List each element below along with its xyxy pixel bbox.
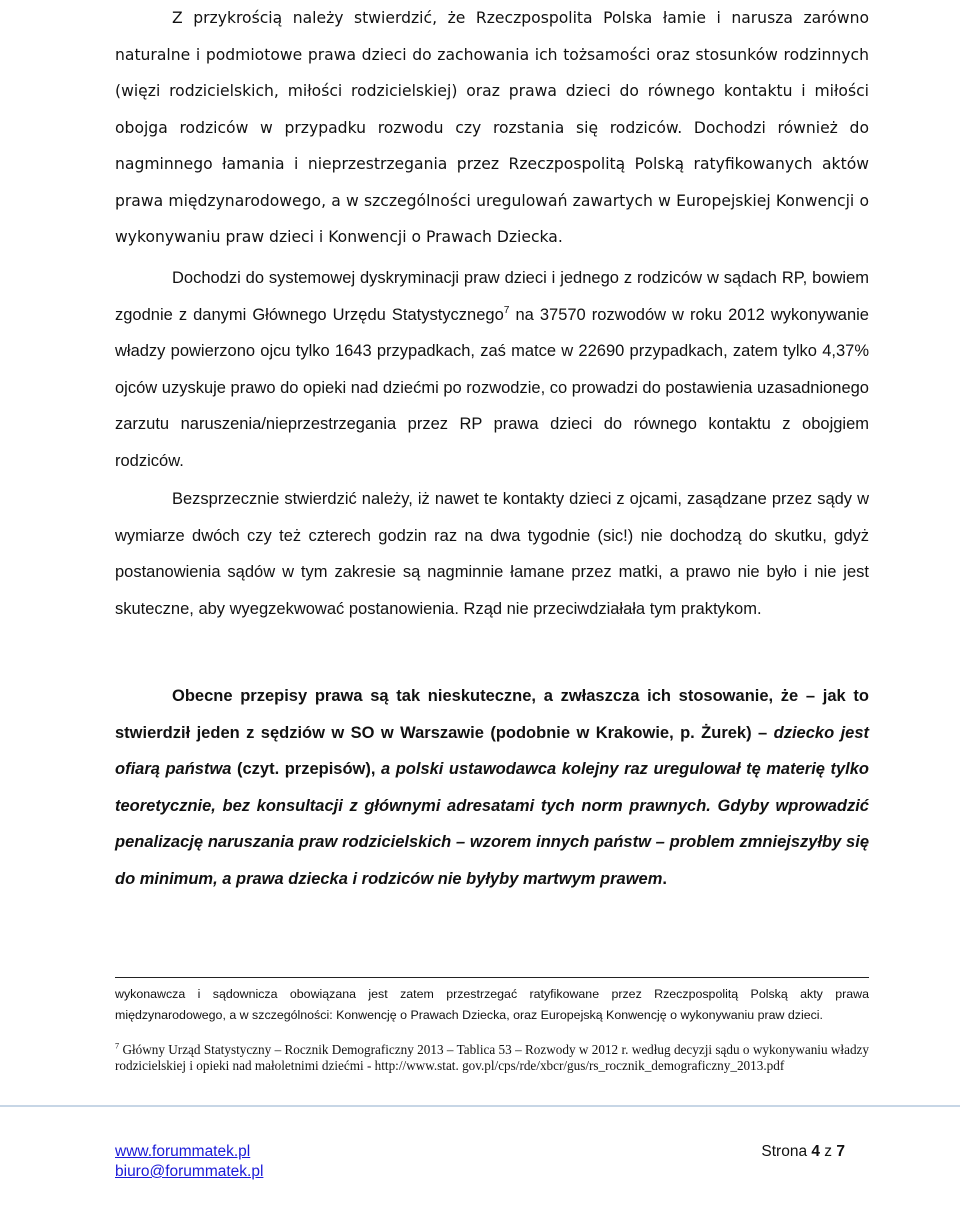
paragraph-3: Bezsprzecznie stwierdzić należy, iż nawet te kontakty dzieci z ojcami, zasądzane przez sądy w wymiarze dwóch czy też czterech godzin raz na dwa tygodnie (sic!) nie dochodzą do skutku, gdyż postanowienia sądów w tym zakresie są nagminnie łamane przez matki, a prawo nie było i nie jest skuteczne, aby wyegzekwować postanowienia. Rząd nie przeciwdziałała tym praktykom. <box>115 490 869 618</box>
footnote-separator <box>115 977 869 978</box>
paragraph-2-text-b: na 37570 rozwodów w roku 2012 wykonywanie władzy powierzono ojcu tylko 1643 przypadkach, zaś matce w 22690 przypadkach, zatem tylko 4,37% ojców uzyskuje prawo do opieki nad dziećmi po rozwodzie, co prowadzi do postawienia uzasadnionego zarzutu naruszenia/nieprzestrzegania przez RP prawa dzieci do równego kontaktu z obojgiem rodziców. <box>115 305 869 470</box>
page-label: Strona <box>761 1143 812 1160</box>
footnote-7-number: 7 <box>115 1041 120 1051</box>
paragraph-4-end: . <box>662 869 668 888</box>
footnote-7 <box>115 1042 869 1074</box>
paragraph-4-emphasis-b: a polski ustawodawca kolejny raz uregulował tę materię tylko teoretycznie, bez konsultacji z głównymi adresatami tych norm prawnych. Gdyby wprowadzić penalizację naruszania praw rodzicielskich – wzorem innych państw – problem zmniejszyłby się do minimum, a prawa dziecka i rodziców nie byłyby martwym prawem <box>115 760 870 888</box>
paragraph-4-text-a: Obecne przepisy prawa są tak nieskuteczne, a zwłaszcza ich stosowanie, że – jak to stwierdził jeden z sędziów w SO w Warszawie (podobnie w Krakowie, p. Żurek) – <box>115 687 869 742</box>
website-link[interactable]: www.forummatek.pl <box>115 1143 251 1160</box>
footnote-ref-7: 7 <box>503 304 510 316</box>
page-number <box>761 1142 845 1162</box>
footnote-continuation: wykonawcza i sądownicza obowiązana jest zatem przestrzegać ratyfikowane przez Rzeczpospolitą Polską akty prawa międzynarodowego, a w szczególności: Konwencję o Prawach Dziecka, oraz Europejską Konwencję o wykonywaniu praw dzieci. <box>115 987 869 1022</box>
paragraph-4 <box>115 678 869 897</box>
paragraph-4-emphasis-a: dziecko jest ofiarą państwa <box>115 723 869 778</box>
page-separator: z <box>820 1143 837 1160</box>
page-current: 4 <box>811 1143 820 1160</box>
footnote-7-text: Główny Urząd Statystyczny – Rocznik Demograficzny 2013 – Tablica 53 – Rozwody w 2012 r. według decyzji sądu o wykonywaniu władzy rodzicielskiej i opieki nad małoletnimi dziećmi - http://www.stat. gov.pl/cps/rde/xbcr/gus/rs_rocznik_demograficzny_2013.pdf <box>115 1042 869 1073</box>
paragraph-4-text-c: (czyt. przepisów), <box>231 760 381 778</box>
email-link[interactable]: biuro@forummatek.pl <box>115 1163 264 1180</box>
footer-contact <box>115 1142 263 1182</box>
page-total: 7 <box>836 1143 845 1160</box>
paragraph-1: Z przykrością należy stwierdzić, że Rzeczpospolita Polska łamie i narusza zarówno naturalne i podmiotowe prawa dzieci do zachowania ich tożsamości oraz stosunków rodzinnych (więzi rodzicielskich, miłości rodzicielskiej) oraz prawa dzieci do równego kontaktu i miłości obojga rodziców w przypadku rozwodu czy rozstania się rodziców. Dochodzi również do nagminnego łamania i nieprzestrzegania przez Rzeczpospolitą Polską ratyfikowanych aktów prawa międzynarodowego, a w szczególności uregulowań zawartych w Europejskiej Konwencji o wykonywaniu praw dzieci i Konwencji o Prawach Dziecka. <box>115 9 869 246</box>
footer-divider <box>0 1105 960 1107</box>
paragraph-2-text-a: Dochodzi do systemowej dyskryminacji praw dzieci i jednego z rodziców w sądach RP, bowiem zgodnie z danymi Głównego Urzędu Statystycznego <box>115 269 869 324</box>
paragraph-2 <box>115 260 869 479</box>
